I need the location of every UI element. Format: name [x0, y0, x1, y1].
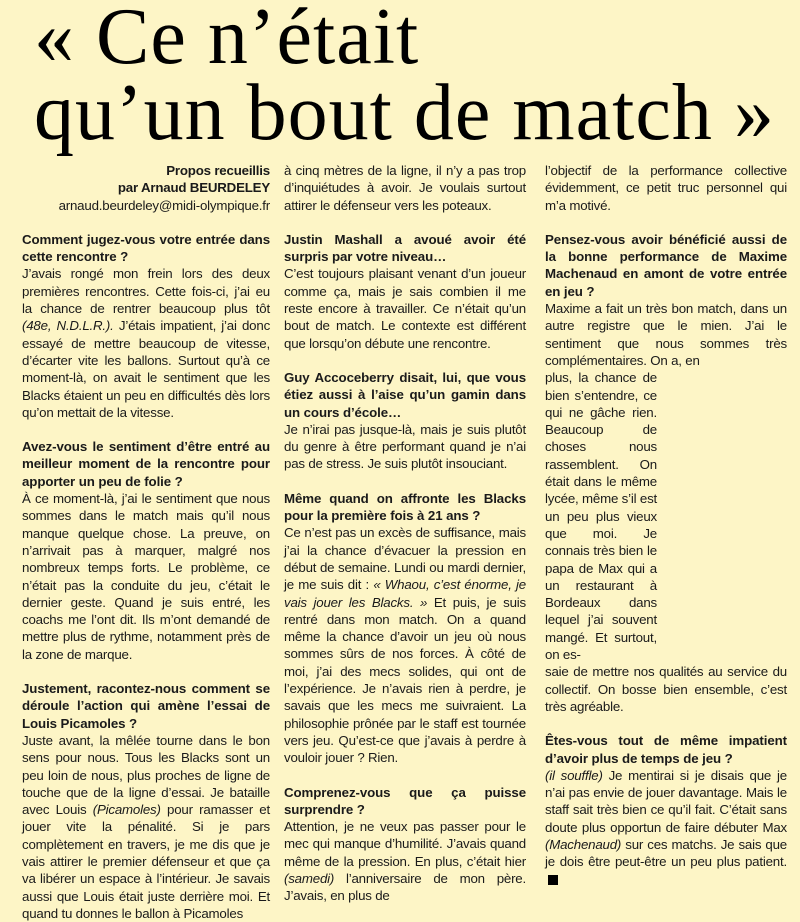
spacer — [545, 214, 787, 231]
headline — [0, 0, 800, 157]
answer-continued: l’objectif de la performance collective évidemment, ce petit truc personnel qui m’a motivé. — [545, 163, 787, 213]
answer: Attention, je ne veux pas passer pour le mec qui manque d’humilité. J’avais quand même de la pression. En plus, c’était hier (samedi) l’anniversaire de mon père. J’avais, en plus de — [284, 819, 526, 904]
spacer — [284, 767, 526, 784]
spacer — [284, 214, 526, 231]
spacer — [22, 421, 270, 438]
author-email[interactable]: arnaud.beurdeley@midi-olympique.fr — [58, 197, 270, 213]
spacer — [545, 715, 787, 732]
headline-line-2: qu’un bout de match » — [34, 69, 775, 157]
column-1 — [22, 162, 271, 921]
byline — [22, 162, 270, 197]
question: Comment jugez-vous votre entrée dans cette rencontre ? — [22, 231, 270, 265]
question: Comprenez-vous que ça puisse surprendre ? — [284, 784, 526, 817]
question: Justin Mashall a avoué avoir été surpris par votre niveau… — [284, 231, 526, 265]
answer: Maxime a fait un très bon match, dans un autre registre que le mien. J’ai le sentiment que nous sommes très complémentaires. On a, en — [545, 301, 787, 368]
answer-wrap-around-image: plus, la chance de bien s’entendre, ce qui ne gâche rien. Beaucoup de choses nous rassemblent. On était dans le même lycée, même s’il est un peu plus vieux que moi. Je connais très bien le papa de Max qui a un restaurant à Bordeaux dans lequel j’ai souvent mangé. Et surtout, on es- — [545, 370, 658, 663]
answer: J’avais rongé mon frein lors des deux premières rencontres. Cette fois-ci, j’ai eu la chance de rentrer beaucoup plus tôt (48e, N.D.L.R.). J’étais impatient, j’ai donc essayé de mettre beaucoup de vitesse, d’écarter vite les ballons. Surtout qu’à ce moment-là, on avait le sentiment que les Blacks étaient un peu en difficultés dès lors qu’on mettait de la vitesse. — [22, 266, 271, 420]
answer: À ce moment-là, j’ai le sentiment que nous sommes dans le match mais qu’il nous manque quelque chose. La preuve, on n’arrivait pas à marquer, malgré nos nombreux temps forts. Le problème, ce n’était pas la conduite du jeu, c’était le dernier geste. Quand je suis entré, les coachs me l’ont dit. Ils m’ont demandé de mettre plus de rythme, notamment près de la zone de marque. — [22, 491, 270, 662]
answer: C’est toujours plaisant venant d’un joueur comme ça, mais je sais combien il me reste encore à travailler. Ce n’était qu’un bout de match. Le contexte est différent que lorsqu’on débute une rencontre. — [284, 266, 526, 351]
answer: Juste avant, la mêlée tourne dans le bon sens pour nous. Tous les Blacks sont un peu loin de nous, plus proches de ligne de touche que de la ligne d’essai. Je bataille avec Louis (Picamoles) pour ramasser et jouer vite la pénalité. Si je pars complètement en travers, je me dis que je vais attirer le premier défenseur et que ça va libérer un espace à l’intérieur. Je savais aussi que Louis était juste derrière moi. Et quand tu donnes le ballon à Picamoles — [22, 732, 270, 921]
answer: Ce n’est pas un excès de suffisance, mais j’ai la chance d’évacuer la pression en début de semaine. Lundi ou mardi dernier, je me suis dit : « Whaou, c’est énorme, je vais jouer les Blacks. » Et puis, je suis rentré dans mon match. On a quand même la chance d’avoir un jeu où nous sommes sûrs de nos forces. À côté de moi, j’ai des mecs solides, qui ont de l’expérience. Je n’avais rien à perdre, je savais que les mecs me suivraient. La philosophie prônée par le staff est tournée vers jeu. Qu’est-ce que j’avais à perdre à vouloir jouer ? Rien. — [284, 525, 527, 766]
byline-line-2: par Arnaud BEURDELEY — [117, 180, 270, 196]
question: Avez-vous le sentiment d’être entré au meilleur moment de la rencontre pour apporter un peu de folie ? — [22, 439, 270, 489]
answer-continued: saie de mettre nos qualités au service du collectif. On bosse bien ensemble, c’est très agréable. — [545, 664, 787, 714]
spacer — [284, 352, 526, 369]
spacer — [284, 473, 526, 490]
column-2 — [284, 162, 527, 904]
answer-continued: à cinq mètres de la ligne, il n’y a pas trop d’inquiétudes à avoir. Je voulais surtout attirer le défenseur vers les poteaux. — [284, 163, 526, 213]
column-3 — [545, 162, 787, 870]
byline-line-1: Propos recueillis — [166, 163, 270, 178]
spacer — [22, 663, 270, 680]
question: Êtes-vous tout de même impatient d’avoir plus de temps de jeu ? — [545, 733, 787, 766]
question: Pensez-vous avoir bénéficié aussi de la bonne performance de Maxime Machenaud en amont de votre entrée en jeu ? — [545, 231, 787, 299]
question: Justement, racontez-nous comment se déroule l’action qui amène l’essai de Louis Picamoles ? — [22, 681, 270, 731]
question: Même quand on affronte les Blacks pour la première fois à 21 ans ? — [284, 490, 526, 524]
answer: (il souffle) Je mentirai si je disais que je n’ai pas envie de jouer davantage. Mais le staff sait très bien ce qu’il fait. C’était sans doute plus opportun de faire débuter Max (Machenaud) sur ces matchs. Je sais que je dois être peut-être un peu plus patient. — [545, 767, 787, 888]
end-of-article-square-icon — [548, 875, 558, 885]
headline-line-1: « Ce n’était — [34, 0, 420, 81]
spacer — [22, 214, 270, 231]
answer: Je n’irai pas jusque-là, mais je suis plutôt du genre à être performant quand je n’ai pas de stress. Je suis plutôt insouciant. — [284, 421, 526, 472]
question: Guy Accoceberry disait, lui, que vous étiez aussi à l’aise qu’un gamin dans un cours d’école… — [284, 369, 526, 420]
